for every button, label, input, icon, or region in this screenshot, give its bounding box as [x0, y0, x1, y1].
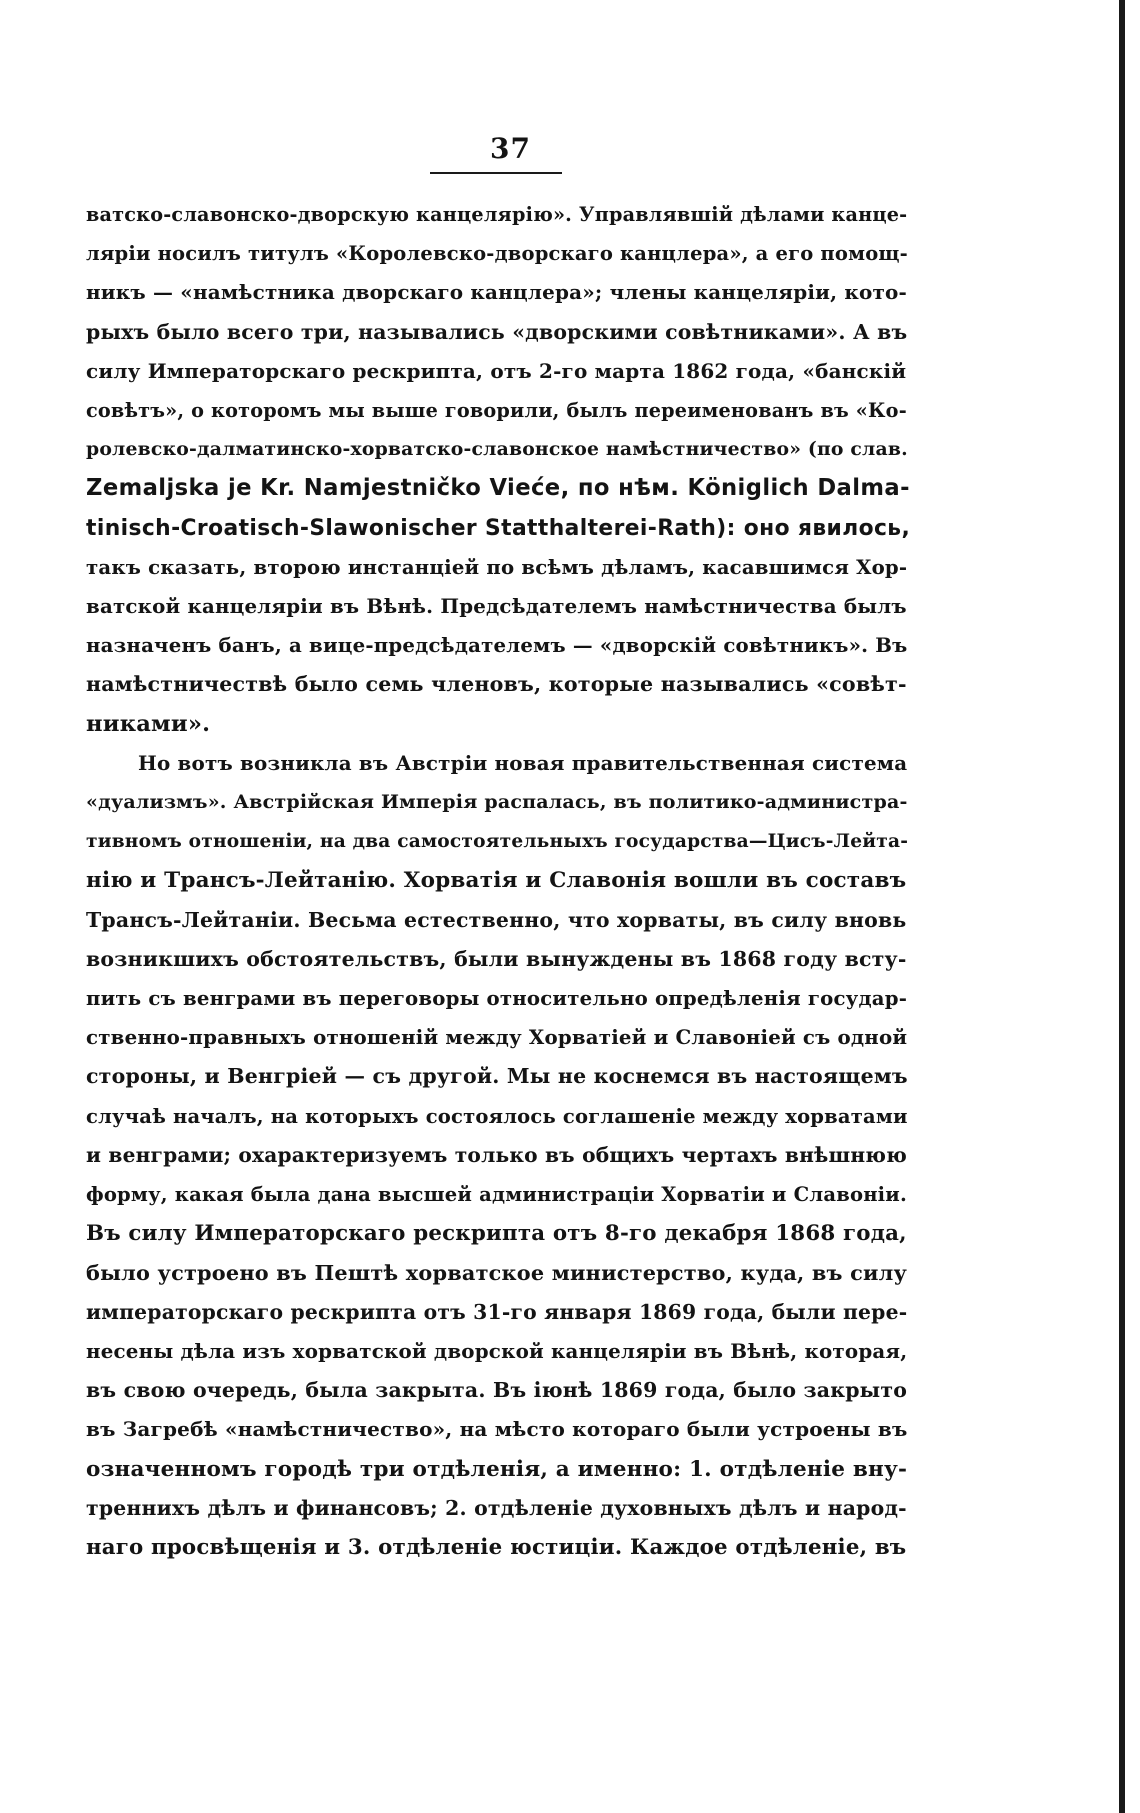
text-line: императорскаго рескрипта отъ 31-го января 1869 года, были пере-	[86, 1299, 908, 1324]
text-line: Но вотъ возникла въ Австріи новая правительственная система	[138, 750, 908, 775]
text-line-latin: tinisch-Croatisch-Slawonischer Statthalterei-Rath): оно явилось,	[86, 515, 911, 541]
text-line: такъ сказать, второю инстанціей по всѣмъ дѣламъ, касавшимся Хор-	[86, 555, 908, 579]
text-line: нію и Трансъ-Лейтанію. Хорватія и Славонія вошли въ составъ	[86, 868, 907, 894]
text-line: «дуализмъ». Австрійская Имперія распалась, въ политико-администра-	[86, 791, 908, 814]
text-line: ватской канцеляріи въ Вѣнѣ. Предсѣдателемъ намѣстничества былъ	[86, 594, 907, 619]
text-line: было устроено въ Пештѣ хорватское министерство, куда, въ силу	[86, 1260, 908, 1286]
paragraph-1	[86, 195, 911, 744]
text-line: совѣтъ», о которомъ мы выше говорили, былъ переименованъ въ «Ко-	[86, 399, 907, 423]
text-line: назначенъ банъ, а вице-предсѣдателемъ — «дворскій совѣтникъ». Въ	[86, 633, 908, 658]
text-line: никъ — «намѣстника дворскаго канцлера»; члены канцеляріи, кото-	[86, 280, 908, 305]
text-line: форму, какая была дана высшей администраціи Хорватіи и Славоніи.	[86, 1183, 907, 1207]
text-line: возникшихъ обстоятельствъ, были вынуждены въ 1868 году всту-	[86, 946, 907, 971]
text-line: и венграми; охарактеризуемъ только въ общихъ чертахъ внѣшнюю	[86, 1142, 908, 1167]
text-line: случаѣ началъ, на которыхъ состоялось соглашеніе между хорватами	[86, 1104, 908, 1128]
text-line: никами».	[86, 710, 211, 737]
text-line: треннихъ дѣлъ и финансовъ; 2. отдѣленіе духовныхъ дѣлъ и народ-	[86, 1495, 907, 1520]
text-line: намѣстничествѣ было семь членовъ, которые назывались «совѣт-	[86, 672, 907, 697]
text-line: стороны, и Венгріей — съ другой. Мы не коснемся въ настоящемъ	[86, 1064, 908, 1089]
text-line: несены дѣла изъ хорватской дворской канцеляріи въ Вѣнѣ, которая,	[86, 1338, 908, 1363]
text-line: тивномъ отношеніи, на два самостоятельныхъ государства—Цисъ-Лейта-	[86, 831, 909, 853]
text-line: ватско-славонско-дворскую канцелярію». Управлявшій дѣлами канце-	[86, 203, 908, 226]
text-line: Трансъ-Лейтаніи. Весьма естественно, что хорваты, въ силу вновь	[86, 907, 907, 932]
text-line: ляріи носилъ титулъ «Королевско-дворскаго канцлера», а его помощ-	[86, 242, 908, 266]
body-text	[86, 195, 911, 1567]
page-edge-shadow	[1119, 0, 1125, 1813]
page-number: 37	[490, 132, 531, 165]
text-line: Въ силу Императорскаго рескрипта отъ 8-го декабря 1868 года,	[86, 1221, 907, 1247]
text-line: наго просвѣщенія и 3. отдѣленіе юстиціи. Каждое отдѣленіе, въ	[86, 1534, 907, 1560]
page-number-rule	[430, 172, 562, 174]
text-line: въ свою очередь, была закрыта. Въ іюнѣ 1869 года, было закрыто	[86, 1378, 908, 1403]
text-line: ственно-правныхъ отношеній между Хорватіей и Славоніей съ одной	[86, 1025, 908, 1050]
text-line: силу Императорскаго рескрипта, отъ 2-го марта 1862 года, «банскій	[86, 358, 907, 383]
text-line: означенномъ городѣ три отдѣленія, а именно: 1. отдѣленіе вну-	[86, 1456, 908, 1482]
paragraph-2	[86, 744, 909, 1567]
text-line: въ Загребѣ «намѣстничество», на мѣсто котораго были устроены въ	[86, 1417, 908, 1442]
text-line: рыхъ было всего три, назывались «дворскими совѣтниками». А въ	[86, 319, 908, 344]
text-line-latin: Zemaljska je Kr. Namjestničko Vieće, по нѣм. Königlich Dalma-	[86, 475, 910, 502]
text-line: ролевско-далматинско-хорватско-славонское намѣстничество» (по слав.	[86, 438, 908, 461]
text-line: пить съ венграми въ переговоры относительно опредѣленія государ-	[86, 987, 908, 1011]
